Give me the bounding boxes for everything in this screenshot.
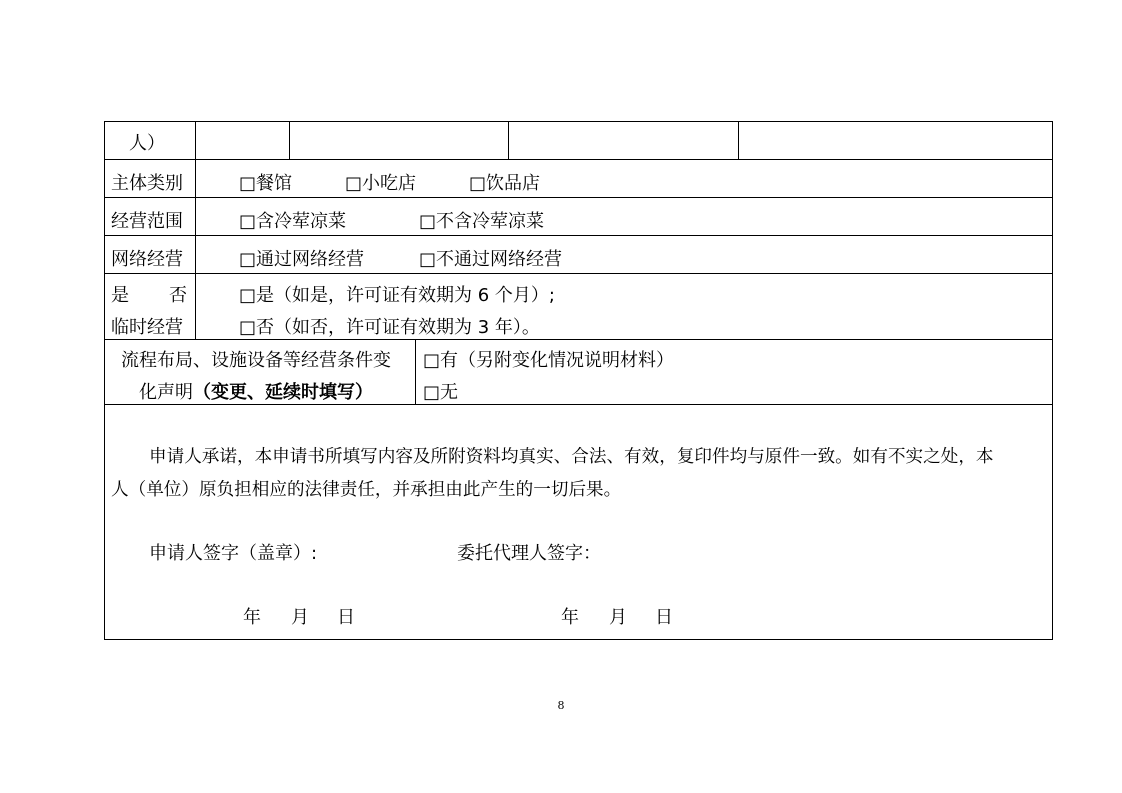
checkbox-drink-shop[interactable]: □饮品店 bbox=[469, 173, 541, 194]
checkbox-restaurant[interactable]: □餐馆 bbox=[239, 173, 293, 194]
agent-signature-label: 委托代理人签字： bbox=[457, 543, 601, 564]
row-temporary-operation bbox=[104, 274, 1053, 340]
checkbox-temporary-no[interactable]: □否（如否，许可证有效期为 3 年）。 bbox=[239, 317, 540, 338]
row-label: 人） bbox=[129, 133, 165, 154]
row-network-operation bbox=[104, 236, 1053, 274]
checkbox-change-yes[interactable]: □有（另附变化情况说明材料） bbox=[423, 350, 675, 371]
checkbox-snack-shop[interactable]: □小吃店 bbox=[345, 173, 417, 194]
change-label-line2 bbox=[139, 378, 373, 404]
temporary-label-is: 是 bbox=[111, 285, 129, 306]
blank-cell-3[interactable] bbox=[509, 122, 738, 159]
change-label-normal: 化声明 bbox=[139, 382, 193, 403]
business-scope-label: 经营范围 bbox=[111, 211, 183, 232]
declaration-section bbox=[104, 405, 1053, 640]
checkbox-without-cold-dishes[interactable]: □不含冷荤凉菜 bbox=[419, 211, 545, 232]
date1-month: 月 bbox=[291, 607, 309, 628]
checkbox-with-cold-dishes[interactable]: □含冷荤凉菜 bbox=[239, 211, 347, 232]
row-business-scope bbox=[104, 198, 1053, 236]
blank-cell-4[interactable] bbox=[739, 122, 1052, 159]
page-number: 8 bbox=[557, 699, 565, 712]
date1-day: 日 bbox=[337, 607, 355, 628]
blank-cell-1[interactable] bbox=[196, 122, 289, 159]
declaration-line1: 申请人承诺，本申请书所填写内容及所附资料均真实、合法、有效，复印件均与原件一致。如有不实之处，本 bbox=[149, 447, 994, 467]
blank-cell-2[interactable] bbox=[290, 122, 508, 159]
row-applicant-continued bbox=[104, 121, 1053, 160]
temporary-label-not: 否 bbox=[169, 285, 187, 306]
change-label-line1: 流程布局、设施设备等经营条件变 bbox=[121, 350, 391, 371]
change-label-bold: （变更、延续时填写） bbox=[193, 382, 373, 403]
checkbox-change-no[interactable]: □无 bbox=[423, 382, 459, 403]
declaration-line2: 人（单位）原负担相应的法律责任，并承担由此产生的一切后果。 bbox=[111, 480, 622, 500]
date1-year: 年 bbox=[243, 607, 261, 628]
checkbox-not-via-network[interactable]: □不通过网络经营 bbox=[419, 249, 563, 270]
date2-year: 年 bbox=[561, 607, 579, 628]
temporary-label-line2: 临时经营 bbox=[111, 317, 183, 338]
date2-day: 日 bbox=[655, 607, 673, 628]
checkbox-temporary-yes[interactable]: □是（如是，许可证有效期为 6 个月）; bbox=[239, 285, 555, 306]
checkbox-via-network[interactable]: □通过网络经营 bbox=[239, 249, 365, 270]
date2-month: 月 bbox=[609, 607, 627, 628]
applicant-signature-label: 申请人签字（盖章）: bbox=[149, 543, 318, 564]
row-change-declaration bbox=[104, 340, 1053, 405]
network-operation-label: 网络经营 bbox=[111, 249, 183, 270]
subject-type-label: 主体类别 bbox=[111, 173, 183, 194]
row-subject-type bbox=[104, 160, 1053, 198]
